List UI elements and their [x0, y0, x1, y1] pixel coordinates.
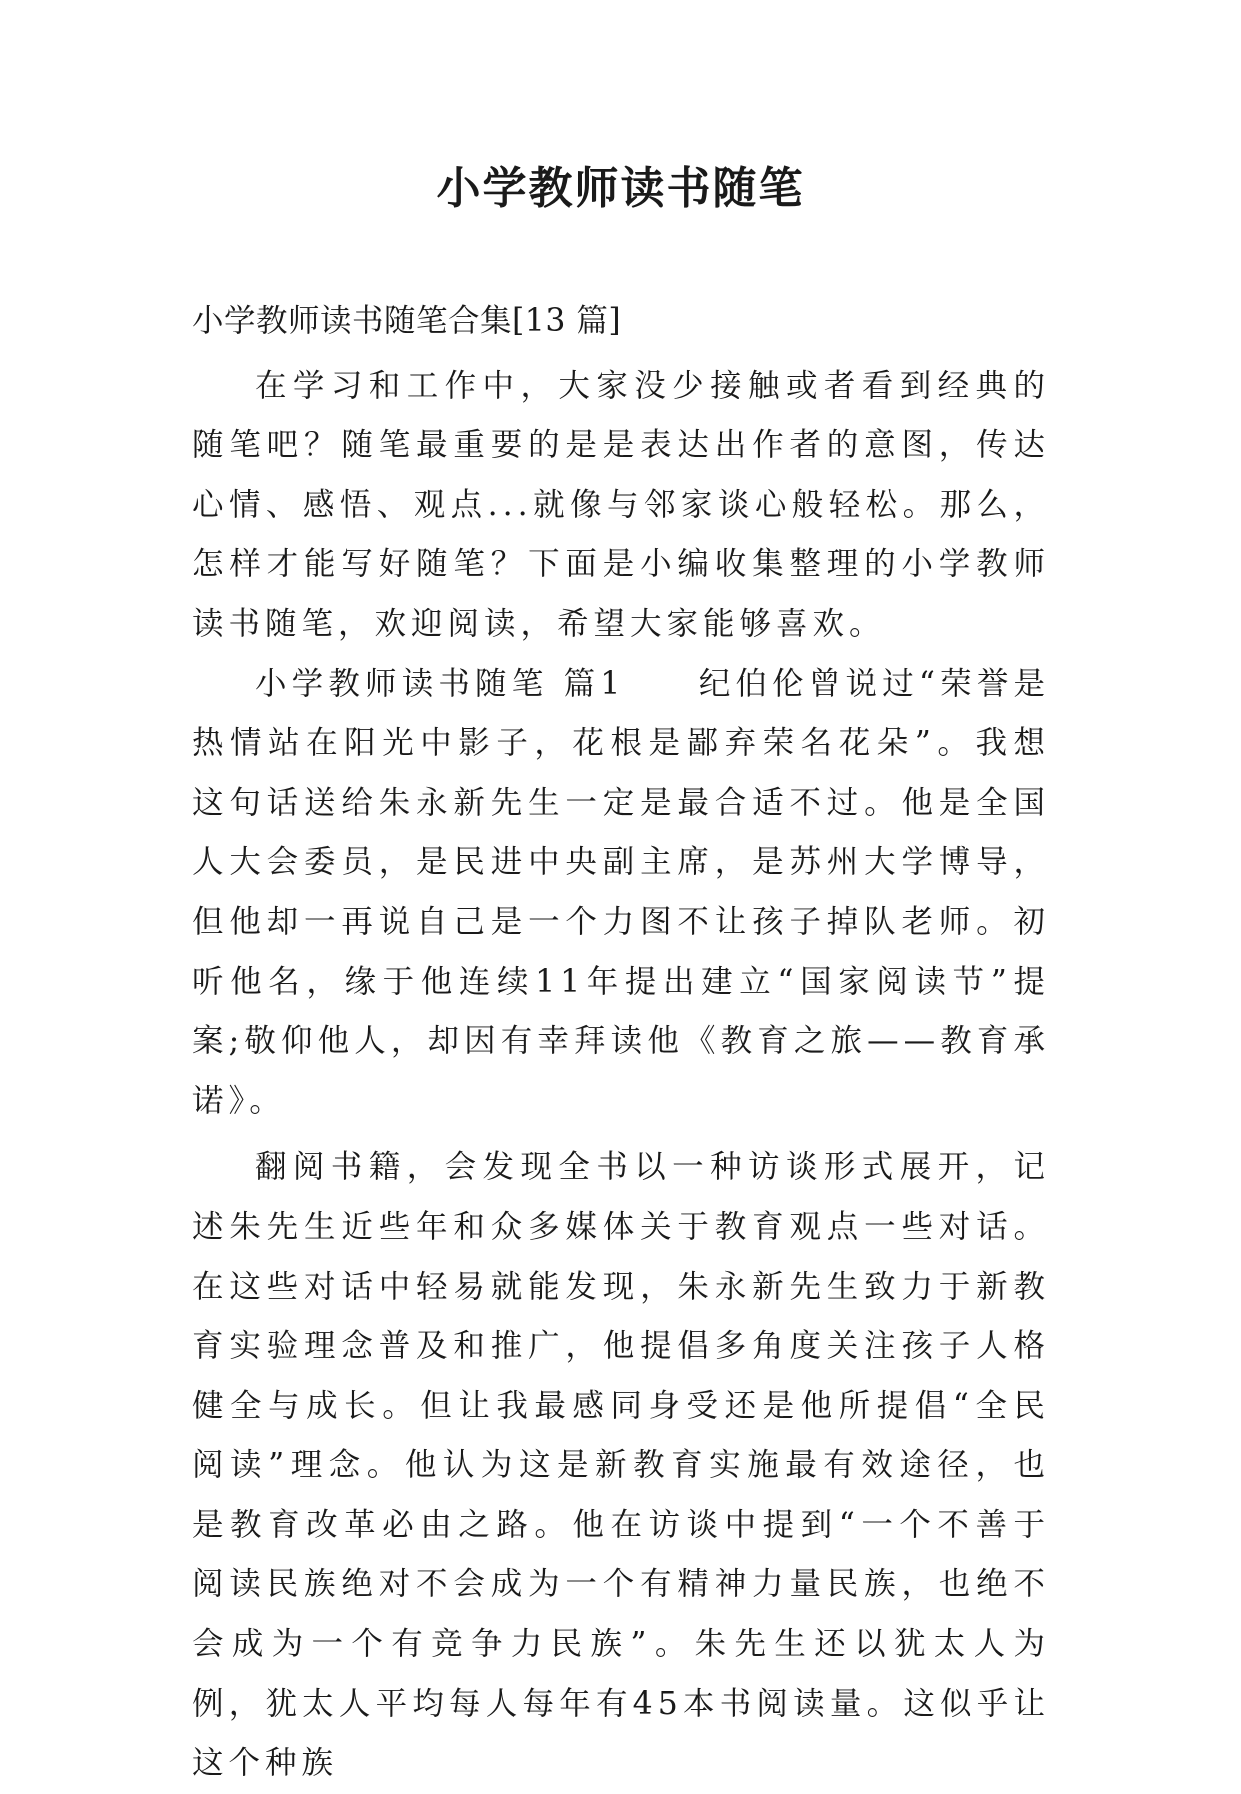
paragraph-essay-1-continued: 翻阅书籍，会发现全书以一种访谈形式展开，记述朱先生近些年和众多媒体关于教育观点一些对话。在这些对话中轻易就能发现，朱永新先生致力于新教育实验理念普及和推广，他提倡多角度关注孩子人格健全与成长。但让我最感同身受还是他所提倡“全民阅读”理念。他认为这是新教育实施最有效途径，也是教育改革必由之路。他在访谈中提到“一个不善于阅读民族绝对不会成为一个有精神力量民族，也绝不会成为一个有竞争力民族”。朱先生还以犹太人为例，犹太人平均每人每年有45本书阅读量。这似乎让这个种族	[192, 1149, 1050, 1782]
document-title: 小学教师读书随笔	[436, 163, 805, 214]
document-body	[192, 292, 1050, 1794]
document-subtitle: 小学教师读书随笔合集[13 篇]	[192, 303, 622, 339]
paragraph-essay-1: 小学教师读书随笔 篇1 纪伯伦曾说过“荣誉是热情站在阳光中影子，花根是鄙弃荣名花朵”。我想这句话送给朱永新先生一定是最合适不过。他是全国人大会委员，是民进中央副主席，是苏州大学博导，但他却一再说自己是一个力图不让孩子掉队老师。初听他名，缘于他连续11年提出建立“国家阅读节”提案;敬仰他人，却因有幸拜读他《教育之旅——教育承诺》。	[192, 665, 1050, 1119]
paragraph-intro: 在学习和工作中，大家没少接触或者看到经典的随笔吧？随笔最重要的是是表达出作者的意图，传达心情、感悟、观点...就像与邻家谈心般轻松。那么，怎样才能写好随笔？下面是小编收集整理的小学教师读书随笔，欢迎阅读，希望大家能够喜欢。	[192, 367, 1050, 642]
